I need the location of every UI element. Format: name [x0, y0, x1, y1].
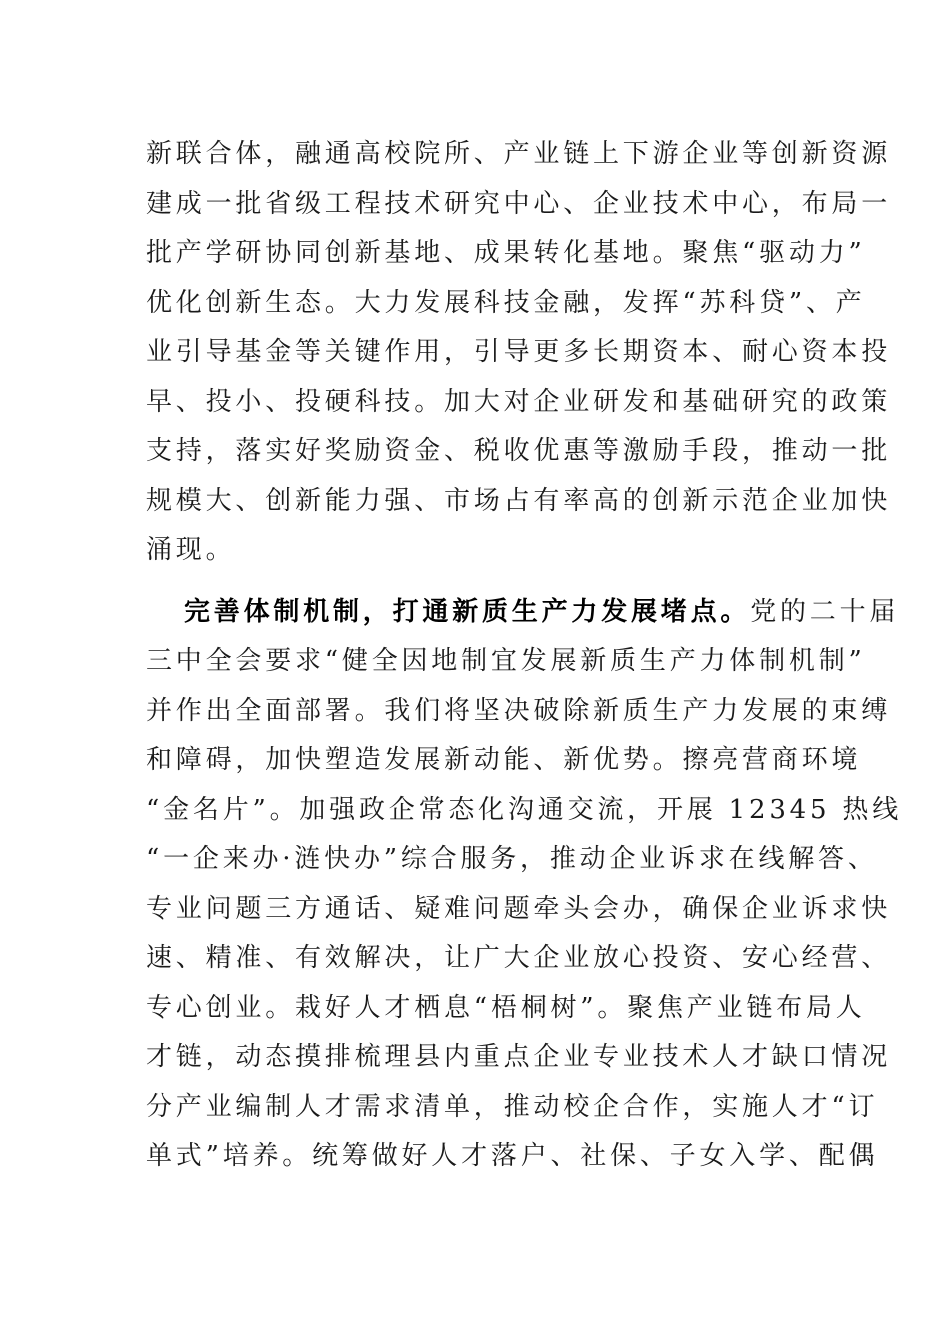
paragraph-gap [146, 579, 806, 591]
paragraph1-line-3: 批产学研协同创新基地、成果转化基地。聚焦“驱动力” [146, 238, 866, 268]
paragraph2-line-9: 专心创业。栽好人才栖息“梧桐树”。聚焦产业链布局人 [146, 992, 866, 1023]
paragraph2-line-12: 单式”培养。统筹做好人才落户、社保、子女入学、配偶 [146, 1141, 879, 1171]
paragraph2-first-line-text: 党的二十届 [750, 596, 900, 627]
paragraph2-line-4: 和障碍，加快塑造发展新动能、新优势。擦亮营商环境 [146, 745, 862, 775]
paragraph2-line-5: “金名片”。加强政企常态化沟通交流，开展 12345 热线 [146, 794, 903, 825]
paragraph2-heading: 完善体制机制，打通新质生产力发展堵点。 [184, 596, 751, 627]
paragraph1-line-1: 新联合体，融通高校院所、产业链上下游企业等创新资源 [146, 139, 892, 169]
paragraph1-line-2: 建成一批省级工程技术研究中心、企业技术中心，布局一 [146, 188, 892, 219]
paragraph2-line-8: 速、精准、有效解决，让广大企业放心投资、安心经营、 [146, 943, 892, 973]
paragraph1-line-9: 涌现。 [146, 535, 236, 565]
paragraph2-line-11: 分产业编制人才需求清单，推动校企合作，实施人才“订 [146, 1091, 879, 1122]
paragraph1-line-6: 早、投小、投硬科技。加大对企业研发和基础研究的政策 [146, 386, 892, 417]
paragraph1-line-5: 业引导基金等关键作用，引导更多长期资本、耐心资本投 [146, 337, 892, 367]
paragraph2-first-line [146, 591, 900, 641]
paragraph2-line-6: “一企来办·涟快办”综合服务，推动企业诉求在线解答、 [146, 844, 878, 874]
paragraph2-line-10: 才链，动态摸排梳理县内重点企业专业技术人才缺口情况 [146, 1042, 892, 1072]
paragraph2-line-7: 专业问题三方通话、疑难问题牵头会办，确保企业诉求快 [146, 893, 892, 924]
document-body [146, 133, 903, 1185]
paragraph1-line-8: 规模大、创新能力强、市场占有率高的创新示范企业加快 [146, 485, 892, 516]
paragraph1-line-7: 支持，落实好奖励资金、税收优惠等激励手段，推动一批 [146, 436, 892, 466]
paragraph1-line-4: 优化创新生态。大力发展科技金融，发挥“苏科贷”、产 [146, 287, 866, 318]
paragraph2-line-3: 并作出全面部署。我们将坚决破除新质生产力发展的束缚 [146, 695, 892, 726]
paragraph2-line-2: 三中全会要求“健全因地制宜发展新质生产力体制机制” [146, 646, 866, 676]
